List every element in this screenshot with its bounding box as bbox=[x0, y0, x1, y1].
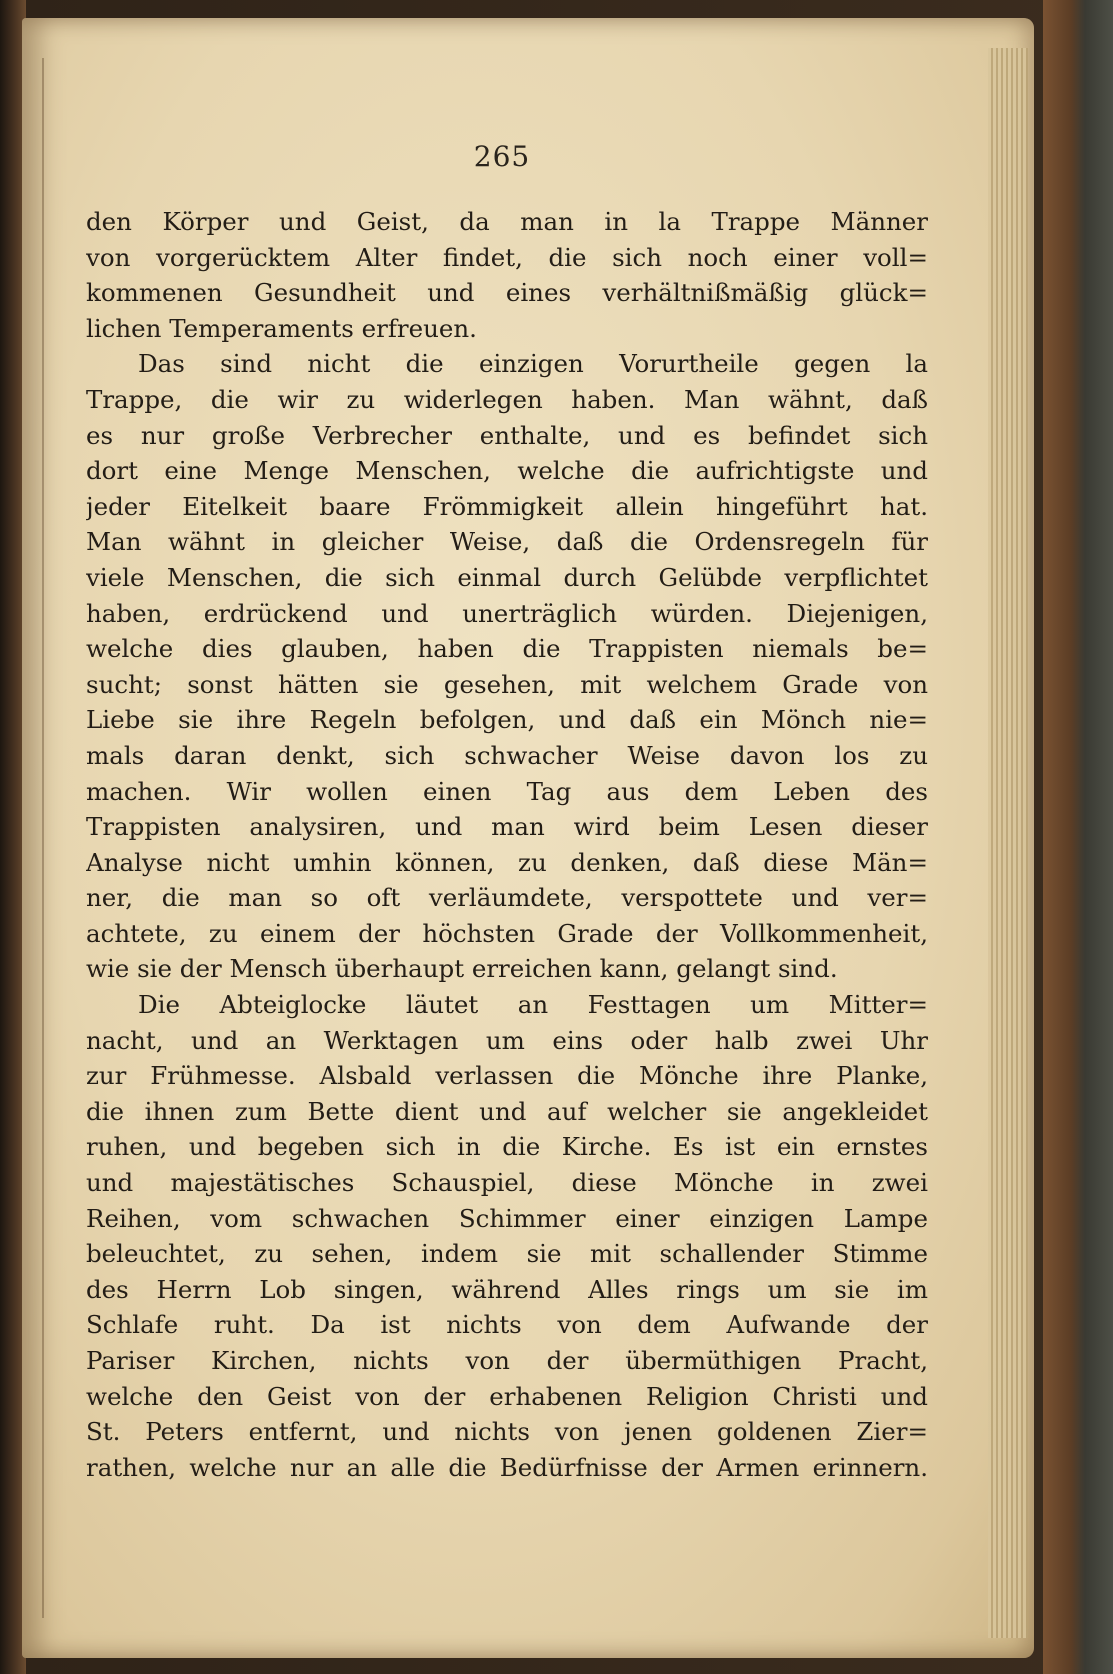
text-line: den Körper und Geist, da man in la Trappe Männer bbox=[86, 207, 928, 236]
text-line: Trappe, die wir zu widerlegen haben. Man wähnt, daß bbox=[86, 384, 928, 414]
text-line: lichen Temperaments erfreuen. bbox=[86, 313, 477, 343]
text-line: haben, erdrückend und unerträglich würden. Diejenigen, bbox=[86, 598, 928, 628]
text-line: ruhen, und begeben sich in die Kirche. Es ist ein ernstes bbox=[86, 1132, 928, 1162]
text-line: es nur große Verbrecher enthalte, und es befindet sich bbox=[86, 420, 928, 450]
text-line: Schlafe ruht. Da ist nichts von dem Aufwande der bbox=[86, 1310, 928, 1340]
text-line: nacht, und an Werktagen um eins oder halb zwei Uhr bbox=[86, 1025, 928, 1055]
text-line: Liebe sie ihre Regeln befolgen, und daß ein Mönch nie= bbox=[86, 705, 928, 735]
text-line: sucht; sonst hätten sie gesehen, mit welchem Grade von bbox=[86, 669, 928, 699]
text-line: Pariser Kirchen, nichts von der übermüthigen Pracht, bbox=[86, 1346, 928, 1375]
text-line: Man wähnt in gleicher Weise, daß die Ordensregeln für bbox=[86, 527, 928, 557]
text-line: welche dies glauben, haben die Trappisten niemals be= bbox=[86, 634, 928, 664]
text-line: dort eine Menge Menschen, welche die aufrichtigste und bbox=[86, 456, 928, 486]
text-line: die ihnen zum Bette dient und auf welcher sie angekleidet bbox=[86, 1096, 928, 1126]
text-line: machen. Wir wollen einen Tag aus dem Leben des bbox=[86, 776, 928, 806]
text-line: Das sind nicht die einzigen Vorurtheile gegen la bbox=[138, 349, 928, 379]
page-edges bbox=[988, 48, 1028, 1638]
body-text bbox=[86, 204, 928, 1485]
book-page bbox=[22, 18, 1034, 1658]
text-line: welche den Geist von der erhabenen Religion Christi und bbox=[86, 1381, 928, 1411]
text-line: Analyse nicht umhin können, zu denken, daß diese Män= bbox=[86, 847, 928, 877]
text-line: rathen, welche nur an alle die Bedürfnisse der Armen erinnern. bbox=[86, 1452, 928, 1482]
text-line: beleuchtet, zu sehen, indem sie mit schallender Stimme bbox=[86, 1239, 928, 1269]
text-line: mals daran denkt, sich schwacher Weise davon los zu bbox=[86, 740, 928, 770]
text-line: kommenen Gesundheit und eines verhältnißmäßig glück= bbox=[86, 278, 928, 308]
text-line: zur Frühmesse. Alsbald verlassen die Mönche ihre Planke, bbox=[86, 1061, 928, 1091]
text-line: Trappisten analysiren, und man wird beim Lesen dieser bbox=[86, 812, 928, 842]
text-line: Reihen, vom schwachen Schimmer einer einzigen Lampe bbox=[86, 1203, 928, 1233]
text-line: von vorgerücktem Alter findet, die sich noch einer voll= bbox=[86, 242, 928, 272]
text-line: Die Abteiglocke läutet an Festtagen um Mitter= bbox=[138, 990, 928, 1020]
page-gutter bbox=[42, 58, 44, 1618]
text-line: ner, die man so oft verläumdete, verspottete und ver= bbox=[86, 883, 928, 913]
text-line: des Herrn Lob singen, während Alles rings um sie im bbox=[86, 1274, 928, 1304]
book-cover-edge bbox=[1043, 0, 1113, 1674]
page-number: 265 bbox=[473, 140, 531, 173]
text-line: jeder Eitelkeit baare Frömmigkeit allein hingeführt hat. bbox=[86, 491, 928, 521]
text-line: achtete, zu einem der höchsten Grade der Vollkommenheit, bbox=[86, 918, 928, 948]
text-line: viele Menschen, die sich einmal durch Gelübde verpflichtet bbox=[86, 562, 928, 592]
text-line: wie sie der Mensch überhaupt erreichen kann, gelangt sind. bbox=[86, 954, 838, 984]
text-line: und majestätisches Schauspiel, diese Mönche in zwei bbox=[86, 1168, 928, 1198]
text-line: St. Peters entfernt, und nichts von jenen goldenen Zier= bbox=[86, 1417, 928, 1447]
